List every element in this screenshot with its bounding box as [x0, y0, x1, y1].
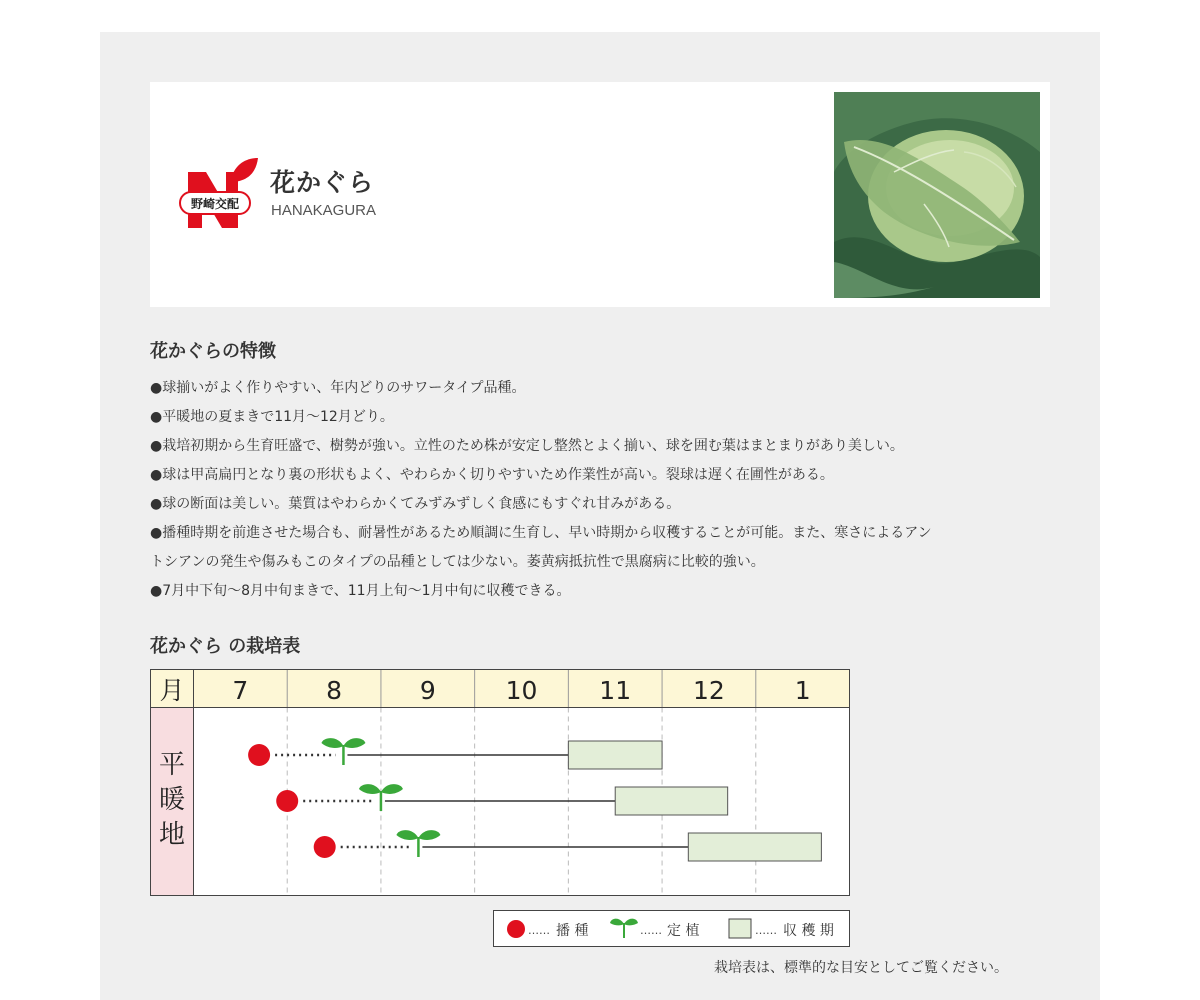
legend-dots: ……	[640, 924, 662, 937]
month-label: 9	[419, 676, 436, 705]
harvest-period-bar	[615, 787, 727, 815]
month-label: 10	[505, 676, 538, 705]
month-label: 1	[794, 676, 811, 705]
feature-line: ●平暖地の夏まきで11月〜12月どり。	[150, 409, 394, 425]
schedule-legend	[493, 910, 851, 948]
feature-line: ●球の断面は美しい。葉質はやわらかくてみずみずしく食感にもすぐれ甘みがある。	[150, 496, 681, 512]
feature-line: ●7月中下旬〜8月中旬まきで、11月上旬〜1月中旬に収穫できる。	[150, 583, 571, 599]
feature-line: ●栽培初期から生育旺盛で、樹勢が強い。立性のため株が安定し整然とよく揃い、球を囲む葉はまとまりがあり美しい。	[150, 438, 904, 454]
svg-text:野崎交配: 野崎交配	[190, 197, 240, 211]
harvest-period-bar	[568, 741, 662, 769]
schedule-title: 花かぐら の栽培表	[150, 636, 301, 657]
feature-line: トシアンの発生や傷みもこのタイプの品種としては少ない。萎黄病抵抗性で黒腐病に比較的強い。	[150, 554, 765, 570]
month-label: 11	[599, 676, 632, 705]
legend-dots: ……	[755, 924, 777, 937]
region-label-char: 平	[158, 750, 186, 780]
sowing-marker	[276, 790, 298, 812]
region-label-char: 暖	[158, 785, 186, 815]
features-list	[150, 374, 1050, 606]
month-header-row	[151, 670, 850, 708]
month-header-label: 月	[159, 676, 185, 705]
sowing-marker	[314, 836, 336, 858]
feature-line: ●球は甲高扁円となり裏の形状もよく、やわらかく切りやすいため作業性が高い。裂球は遅く在圃性がある。	[150, 467, 834, 483]
month-label: 8	[326, 676, 343, 705]
nozaki-logo	[178, 156, 258, 236]
region-label-char: 地	[158, 820, 186, 850]
month-label: 7	[232, 676, 249, 705]
feature-line: ●球揃いがよく作りやすい、年内どりのサワータイプ品種。	[150, 380, 526, 396]
features-title: 花かぐらの特徴	[150, 341, 276, 362]
harvest-period-bar	[688, 833, 821, 861]
product-romaji: HANAKAGURA	[271, 202, 377, 219]
legend-sow-label: 播 種	[556, 923, 589, 939]
cultivation-schedule-chart	[150, 669, 852, 898]
month-label: 12	[693, 676, 725, 705]
product-name: 花かぐら	[270, 168, 375, 197]
legend-harvest-label: 収 穫 期	[783, 923, 834, 939]
legend-plant-label: 定 植	[667, 923, 700, 939]
cabbage-photo	[834, 92, 1040, 298]
schedule-note: 栽培表は、標準的な目安としてご覧ください。	[714, 960, 1008, 976]
harvest-legend-icon	[729, 919, 751, 938]
legend-dots: ……	[528, 924, 550, 937]
feature-line: ●播種時期を前進させた場合も、耐暑性があるため順調に生育し、早い時期から収穫することが可能。また、寒さによるアン	[150, 525, 932, 541]
sow-legend-icon	[507, 920, 525, 938]
sowing-marker	[248, 744, 270, 766]
